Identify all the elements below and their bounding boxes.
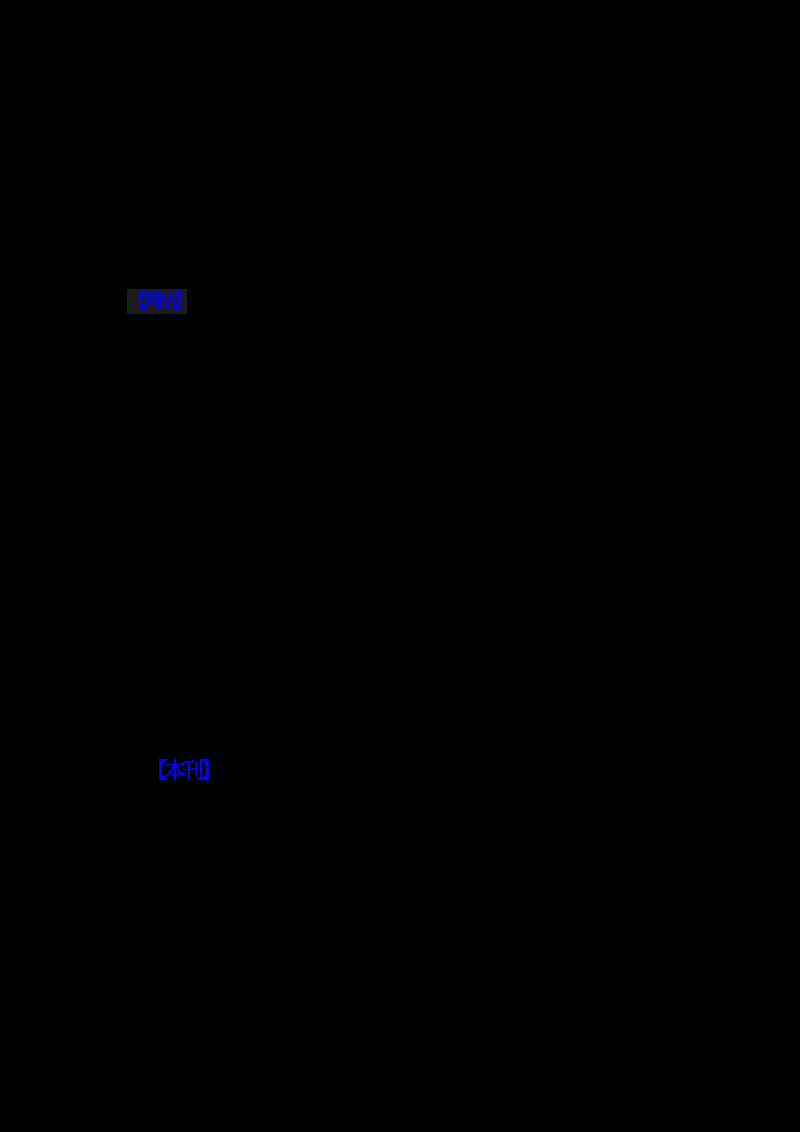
document-hyperlink-top[interactable]: 【网站】 [128,290,189,312]
document-hyperlink-bottom[interactable]: 【本刊】 [146,759,219,784]
